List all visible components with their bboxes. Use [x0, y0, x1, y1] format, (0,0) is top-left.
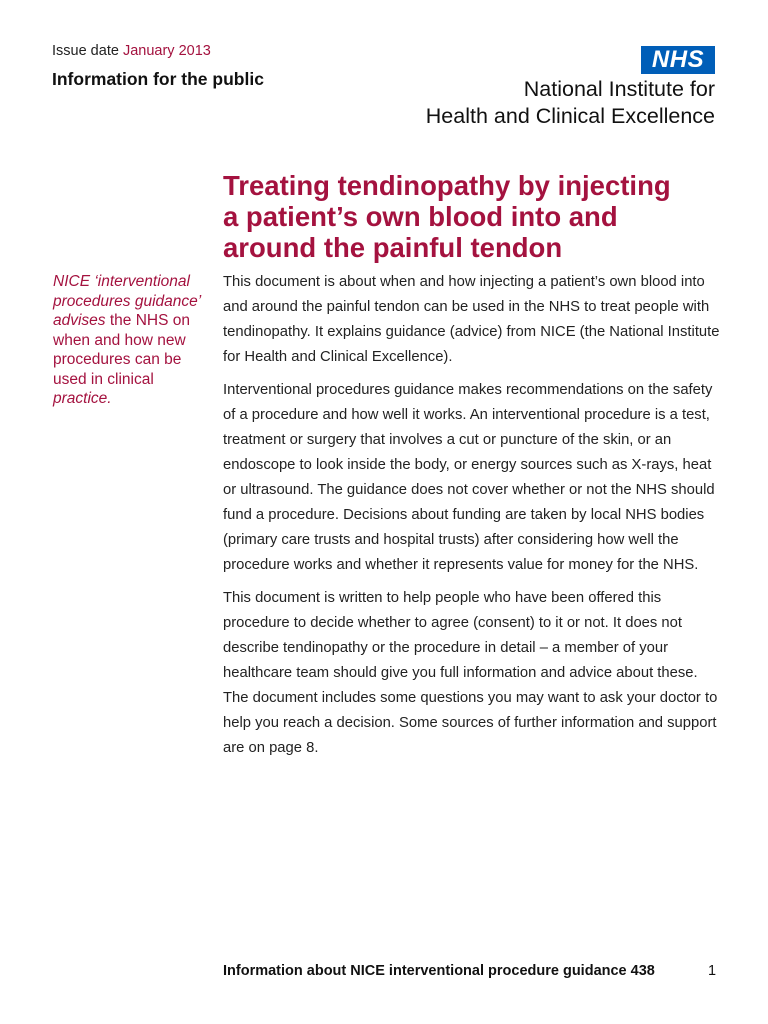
sidebar-note: [53, 272, 203, 409]
organisation-name: [426, 76, 715, 130]
title-line1: Treating tendinopathy by injecting: [223, 170, 671, 201]
document-title: [223, 170, 743, 263]
issue-date-value: January 2013: [122, 43, 211, 59]
organisation-name-line2: Health and Clinical Excellence: [425, 104, 715, 128]
organisation-name-line1: National Institute for: [523, 77, 715, 101]
body-paragraph: Interventional procedures guidance makes recommendations on the safety of a procedure and how well it works. An interventional procedure is a test, treatment or surgery that involves a cut or puncture of the skin, or an endoscope to look inside the body, or energy sources such as X-rays, heat or ultrasound. The guidance does not cover whether or not the NHS should fund a procedure. Decisions about funding are taken by local NHS bodies (primary care trusts and hospital trusts) after considering how well the procedure works and whether it represents value for money for the NHS.: [223, 382, 715, 573]
sidebar-note-part3: practice.: [53, 390, 112, 407]
audience-heading: Information for the public: [52, 69, 264, 89]
sidebar-note-part1: NICE ‘interventional procedures guidance’ advises: [53, 273, 201, 329]
nhs-logo: NHS: [641, 46, 715, 74]
body-paragraph: This document is written to help people who have been offered this procedure to decide whether to agree (consent) to it or not. It does not describe tendinopathy or the procedure in detail – a member of your healthcare team should give you full information and advice about these. The document includes some questions you may want to ask your doctor to help you reach a decision. Some sources of further information and support are on page 8.: [223, 590, 718, 756]
body-paragraph: This document is about when and how injecting a patient’s own blood into and around the painful tendon can be used in the NHS to treat people with tendinopathy. It explains guidance (advice) from NICE (the National Institute for Health and Clinical Excellence).: [223, 274, 720, 365]
sidebar-note-part2: the NHS on when and how new procedures can be used in clinical: [53, 312, 191, 388]
body-text: [223, 270, 723, 769]
issue-date-line: [52, 43, 211, 59]
page-number: 1: [708, 963, 717, 979]
title-line2: a patient’s own blood into and: [223, 201, 618, 232]
issue-date-label: Issue date: [52, 43, 119, 59]
footer-text: Information about NICE interventional procedure guidance 438: [223, 963, 655, 979]
title-line3: around the painful tendon: [223, 232, 563, 263]
